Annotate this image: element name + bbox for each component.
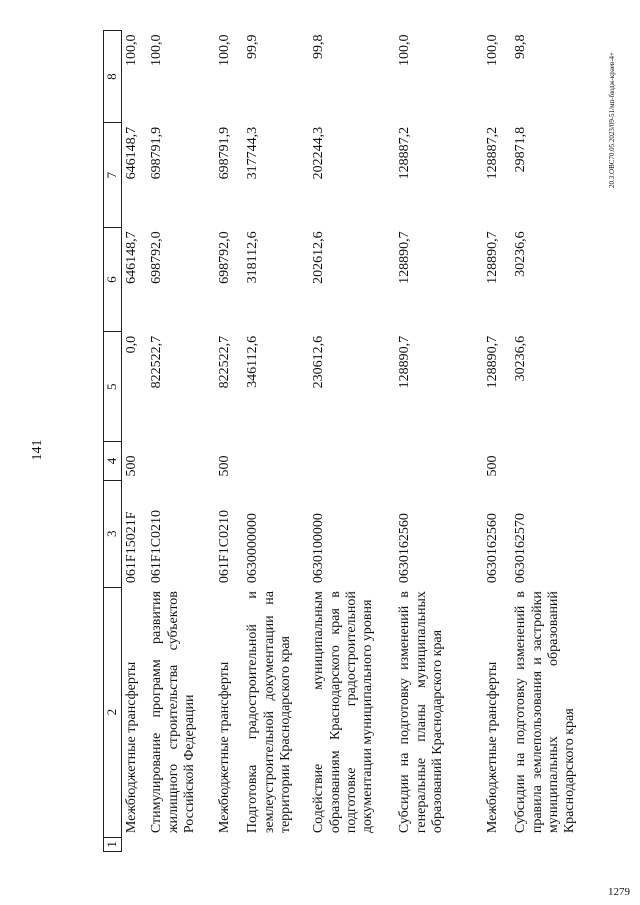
- row-code: 0630000000: [245, 513, 261, 584]
- budget-table-container: [103, 30, 595, 852]
- row-code: 0630100000: [311, 513, 327, 584]
- row-name: Стимулирование программ развития жилищного строительства субъектов Российской Федерации: [149, 591, 197, 834]
- table-row: [215, 31, 243, 852]
- row-value-7: 317744,3: [245, 126, 261, 180]
- row-value-7: 29871,8: [513, 126, 529, 173]
- row-value-5: 128890,7: [397, 335, 413, 389]
- row-value-7: 646148,7: [121, 123, 147, 228]
- row-value-6: 128890,7: [485, 231, 501, 284]
- header-cell: 2: [104, 587, 122, 837]
- row-type: [511, 442, 595, 481]
- page-number: 141: [30, 439, 45, 461]
- row-value-6: 202612,6: [311, 231, 327, 284]
- row-value-5: 0,0: [121, 332, 147, 442]
- row-code: 061F15021F: [121, 480, 147, 587]
- row-value-7: 128887,2: [485, 126, 501, 180]
- header-cell: 6: [104, 227, 122, 332]
- row-type: 500: [217, 455, 233, 477]
- row-type: [395, 442, 483, 481]
- table-row: [147, 31, 215, 852]
- row-value-6: 128890,7: [397, 231, 413, 284]
- row-code: 0630162570: [513, 513, 529, 584]
- row-name: Субсидии на подготовку изменений в генеральные планы муниципальных образований Краснодарского края: [397, 591, 445, 834]
- row-type: [309, 442, 395, 481]
- table-row: [121, 31, 147, 852]
- table-row: [243, 31, 309, 852]
- row-value-8: 100,0: [217, 34, 233, 66]
- row-value-5: 822522,7: [217, 335, 233, 389]
- row-name: Межбюджетные трансферты: [121, 587, 147, 837]
- row-name: Межбюджетные трансферты: [217, 661, 233, 834]
- header-cell: 3: [104, 480, 122, 587]
- row-type: 500: [485, 455, 501, 477]
- row-name: Содействие муниципальным образованиям Краснодарского края в подготовке градостроительной документации муниципального уровня: [311, 591, 375, 834]
- row-value-6: 318112,6: [245, 231, 261, 284]
- header-cell: 7: [104, 123, 122, 228]
- row-value-5: 128890,7: [485, 335, 501, 389]
- table-row: [309, 31, 395, 852]
- table-row: [395, 31, 483, 852]
- row-value-8: 100,0: [397, 34, 413, 66]
- row-value-8: 100,0: [121, 31, 147, 123]
- budget-table: [103, 30, 595, 852]
- document-stamp: 20.3.ОВС70.05.2023/09-51/мп-бюдж-краев-4+: [608, 52, 616, 188]
- row-value-8: 100,0: [485, 34, 501, 66]
- row-type: [243, 442, 309, 481]
- row-value-5: 346112,6: [245, 335, 261, 388]
- row-type: [147, 442, 215, 481]
- header-cell: 4: [104, 442, 122, 481]
- row-value-7: 698791,9: [217, 126, 233, 180]
- row-value-8: 100,0: [149, 34, 165, 66]
- row-name: Подготовка градостроительной и землеустроительной документации на территории Краснодарского края: [245, 591, 293, 834]
- header-cell: 5: [104, 332, 122, 442]
- table-row: [511, 31, 595, 852]
- row-value-6: 698792,0: [149, 231, 165, 284]
- row-value-6: 30236,6: [513, 231, 529, 277]
- table-header-row: [104, 31, 122, 852]
- footer-number: 1279: [608, 886, 630, 898]
- row-code: 061F1С0210: [149, 509, 165, 584]
- row-value-6: 698792,0: [217, 231, 233, 284]
- row-type: 500: [121, 442, 147, 481]
- rotated-table-wrapper: [103, 30, 595, 852]
- row-value-5: 230612,6: [311, 335, 327, 389]
- row-value-7: 128887,2: [397, 126, 413, 180]
- row-value-5: 822522,7: [149, 335, 165, 389]
- row-code: 0630162560: [485, 513, 501, 584]
- row-name: Межбюджетные трансферты: [485, 661, 501, 834]
- header-cell: 8: [104, 31, 122, 123]
- row-value-7: 202244,3: [311, 126, 327, 180]
- header-cell: 1: [104, 837, 122, 851]
- row-value-8: 99,9: [245, 34, 261, 59]
- row-value-8: 98,8: [513, 34, 529, 59]
- row-name: Субсидии на подготовку изменений в правила землепользования и застройки муниципальных образований Краснодарского края: [513, 591, 577, 834]
- row-value-6: 646148,7: [121, 227, 147, 332]
- row-code: 0630162560: [397, 513, 413, 584]
- row-value-7: 698791,9: [149, 126, 165, 180]
- row-code: 061F1С0210: [217, 509, 233, 584]
- row-value-8: 99,8: [311, 34, 327, 59]
- row-value-5: 30236,6: [513, 335, 529, 382]
- table-row: [483, 31, 511, 852]
